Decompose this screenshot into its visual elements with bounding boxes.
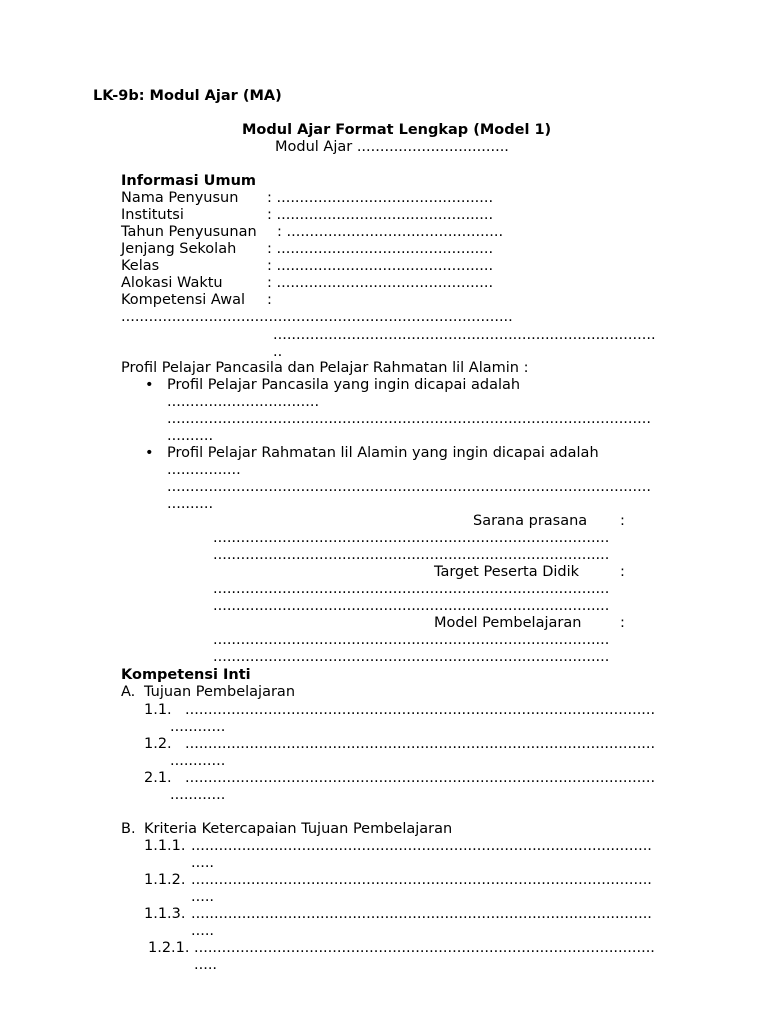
sarana-label: Sarana prasana [473, 513, 588, 529]
model-dots-2: ...................................................................................... [213, 649, 610, 665]
profil-pancasila-dots-3: .......... [167, 428, 214, 444]
kriteria-item-dots-cont: ..... [191, 889, 215, 905]
field-label-alokasi: Alokasi Waktu [121, 275, 223, 291]
bullet-icon: • [145, 445, 154, 461]
document-id: LK-9b: Modul Ajar (MA) [93, 88, 282, 104]
field-value-tahun: : ............................................... [277, 224, 504, 240]
profil-rahmatan-dots-1: ................ [167, 462, 241, 478]
profil-pancasila-dots-1: ................................. [167, 394, 320, 410]
model-dots-1: ...................................................................................... [213, 632, 610, 648]
section-b-title: Kriteria Ketercapaian Tujuan Pembelajaran [144, 821, 453, 837]
kompetensi-inti-heading: Kompetensi Inti [121, 667, 251, 683]
field-label-institusi: Institutsi [121, 207, 184, 223]
kriteria-item-dots: .................................................................................................... [194, 940, 655, 956]
profil-pancasila-dots-2: ......................................................................................................... [167, 411, 651, 427]
target-colon: : [620, 564, 625, 580]
field-label-jenjang: Jenjang Sekolah [121, 241, 237, 257]
model-colon: : [620, 615, 625, 631]
profil-rahmatan-text: Profil Pelajar Rahmatan lil Alamin yang ingin dicapai adalah [167, 445, 599, 461]
kriteria-item-dots: .................................................................................................... [191, 838, 652, 854]
kriteria-item-number: 1.1.2. [144, 872, 186, 888]
profil-pancasila-text: Profil Pelajar Pancasila yang ingin dicapai adalah [167, 377, 521, 393]
kriteria-item-dots: .................................................................................................... [191, 872, 652, 888]
tujuan-item-dots: ...................................................................................................... [185, 770, 656, 786]
field-value-institusi: : ............................................... [267, 207, 494, 223]
field-value-alokasi: : ............................................... [267, 275, 494, 291]
subtitle: Modul Ajar ................................. [275, 139, 509, 155]
bullet-icon: • [145, 377, 154, 393]
field-value-nama: : ............................................... [267, 190, 494, 206]
kriteria-item-dots-cont: ..... [194, 957, 218, 973]
kompetensi-awal-dots-3: .. [273, 344, 283, 360]
kriteria-item-dots: .................................................................................................... [191, 906, 652, 922]
section-a-title: Tujuan Pembelajaran [144, 684, 296, 700]
field-value-kompetensi-awal: : [267, 292, 272, 308]
profil-heading: Profil Pelajar Pancasila dan Pelajar Rahmatan lil Alamin : [121, 360, 529, 376]
main-title: Modul Ajar Format Lengkap (Model 1) [242, 122, 552, 138]
tujuan-item-number: 1.1. [144, 702, 172, 718]
field-value-jenjang: : ............................................... [267, 241, 494, 257]
tujuan-item-dots-cont: ............ [170, 719, 226, 735]
section-a-label: A. [121, 684, 136, 700]
target-label: Target Peserta Didik [434, 564, 580, 580]
target-dots-1: ...................................................................................... [213, 581, 610, 597]
field-label-kompetensi-awal: Kompetensi Awal [121, 292, 246, 308]
tujuan-item-dots-cont: ............ [170, 787, 226, 803]
kriteria-item-number: 1.1.1. [144, 838, 186, 854]
field-label-kelas: Kelas [121, 258, 160, 274]
tujuan-item-number: 2.1. [144, 770, 172, 786]
kriteria-item-dots-cont: ..... [191, 923, 215, 939]
tujuan-item-dots-cont: ............ [170, 753, 226, 769]
sarana-dots-1: ...................................................................................... [213, 530, 610, 546]
kompetensi-awal-dots-1: ..................................................................................... [121, 309, 513, 325]
profil-rahmatan-dots-2: ......................................................................................................... [167, 479, 651, 495]
tujuan-item-number: 1.2. [144, 736, 172, 752]
section-b-label: B. [121, 821, 136, 837]
kriteria-item-number: 1.2.1. [148, 940, 190, 956]
kriteria-item-dots-cont: ..... [191, 855, 215, 871]
sarana-colon: : [620, 513, 625, 529]
info-heading: Informasi Umum [121, 173, 256, 189]
sarana-dots-2: ...................................................................................... [213, 547, 610, 563]
field-label-tahun: Tahun Penyusunan [121, 224, 257, 240]
kriteria-item-number: 1.1.3. [144, 906, 186, 922]
tujuan-item-dots: ...................................................................................................... [185, 736, 656, 752]
field-label-nama: Nama Penyusun [121, 190, 239, 206]
profil-rahmatan-dots-3: .......... [167, 496, 214, 512]
target-dots-2: ...................................................................................... [213, 598, 610, 614]
tujuan-item-dots: ...................................................................................................... [185, 702, 656, 718]
kompetensi-awal-dots-2: ................................................................................... [273, 327, 656, 343]
field-value-kelas: : ............................................... [267, 258, 494, 274]
model-label: Model Pembelajaran [434, 615, 582, 631]
